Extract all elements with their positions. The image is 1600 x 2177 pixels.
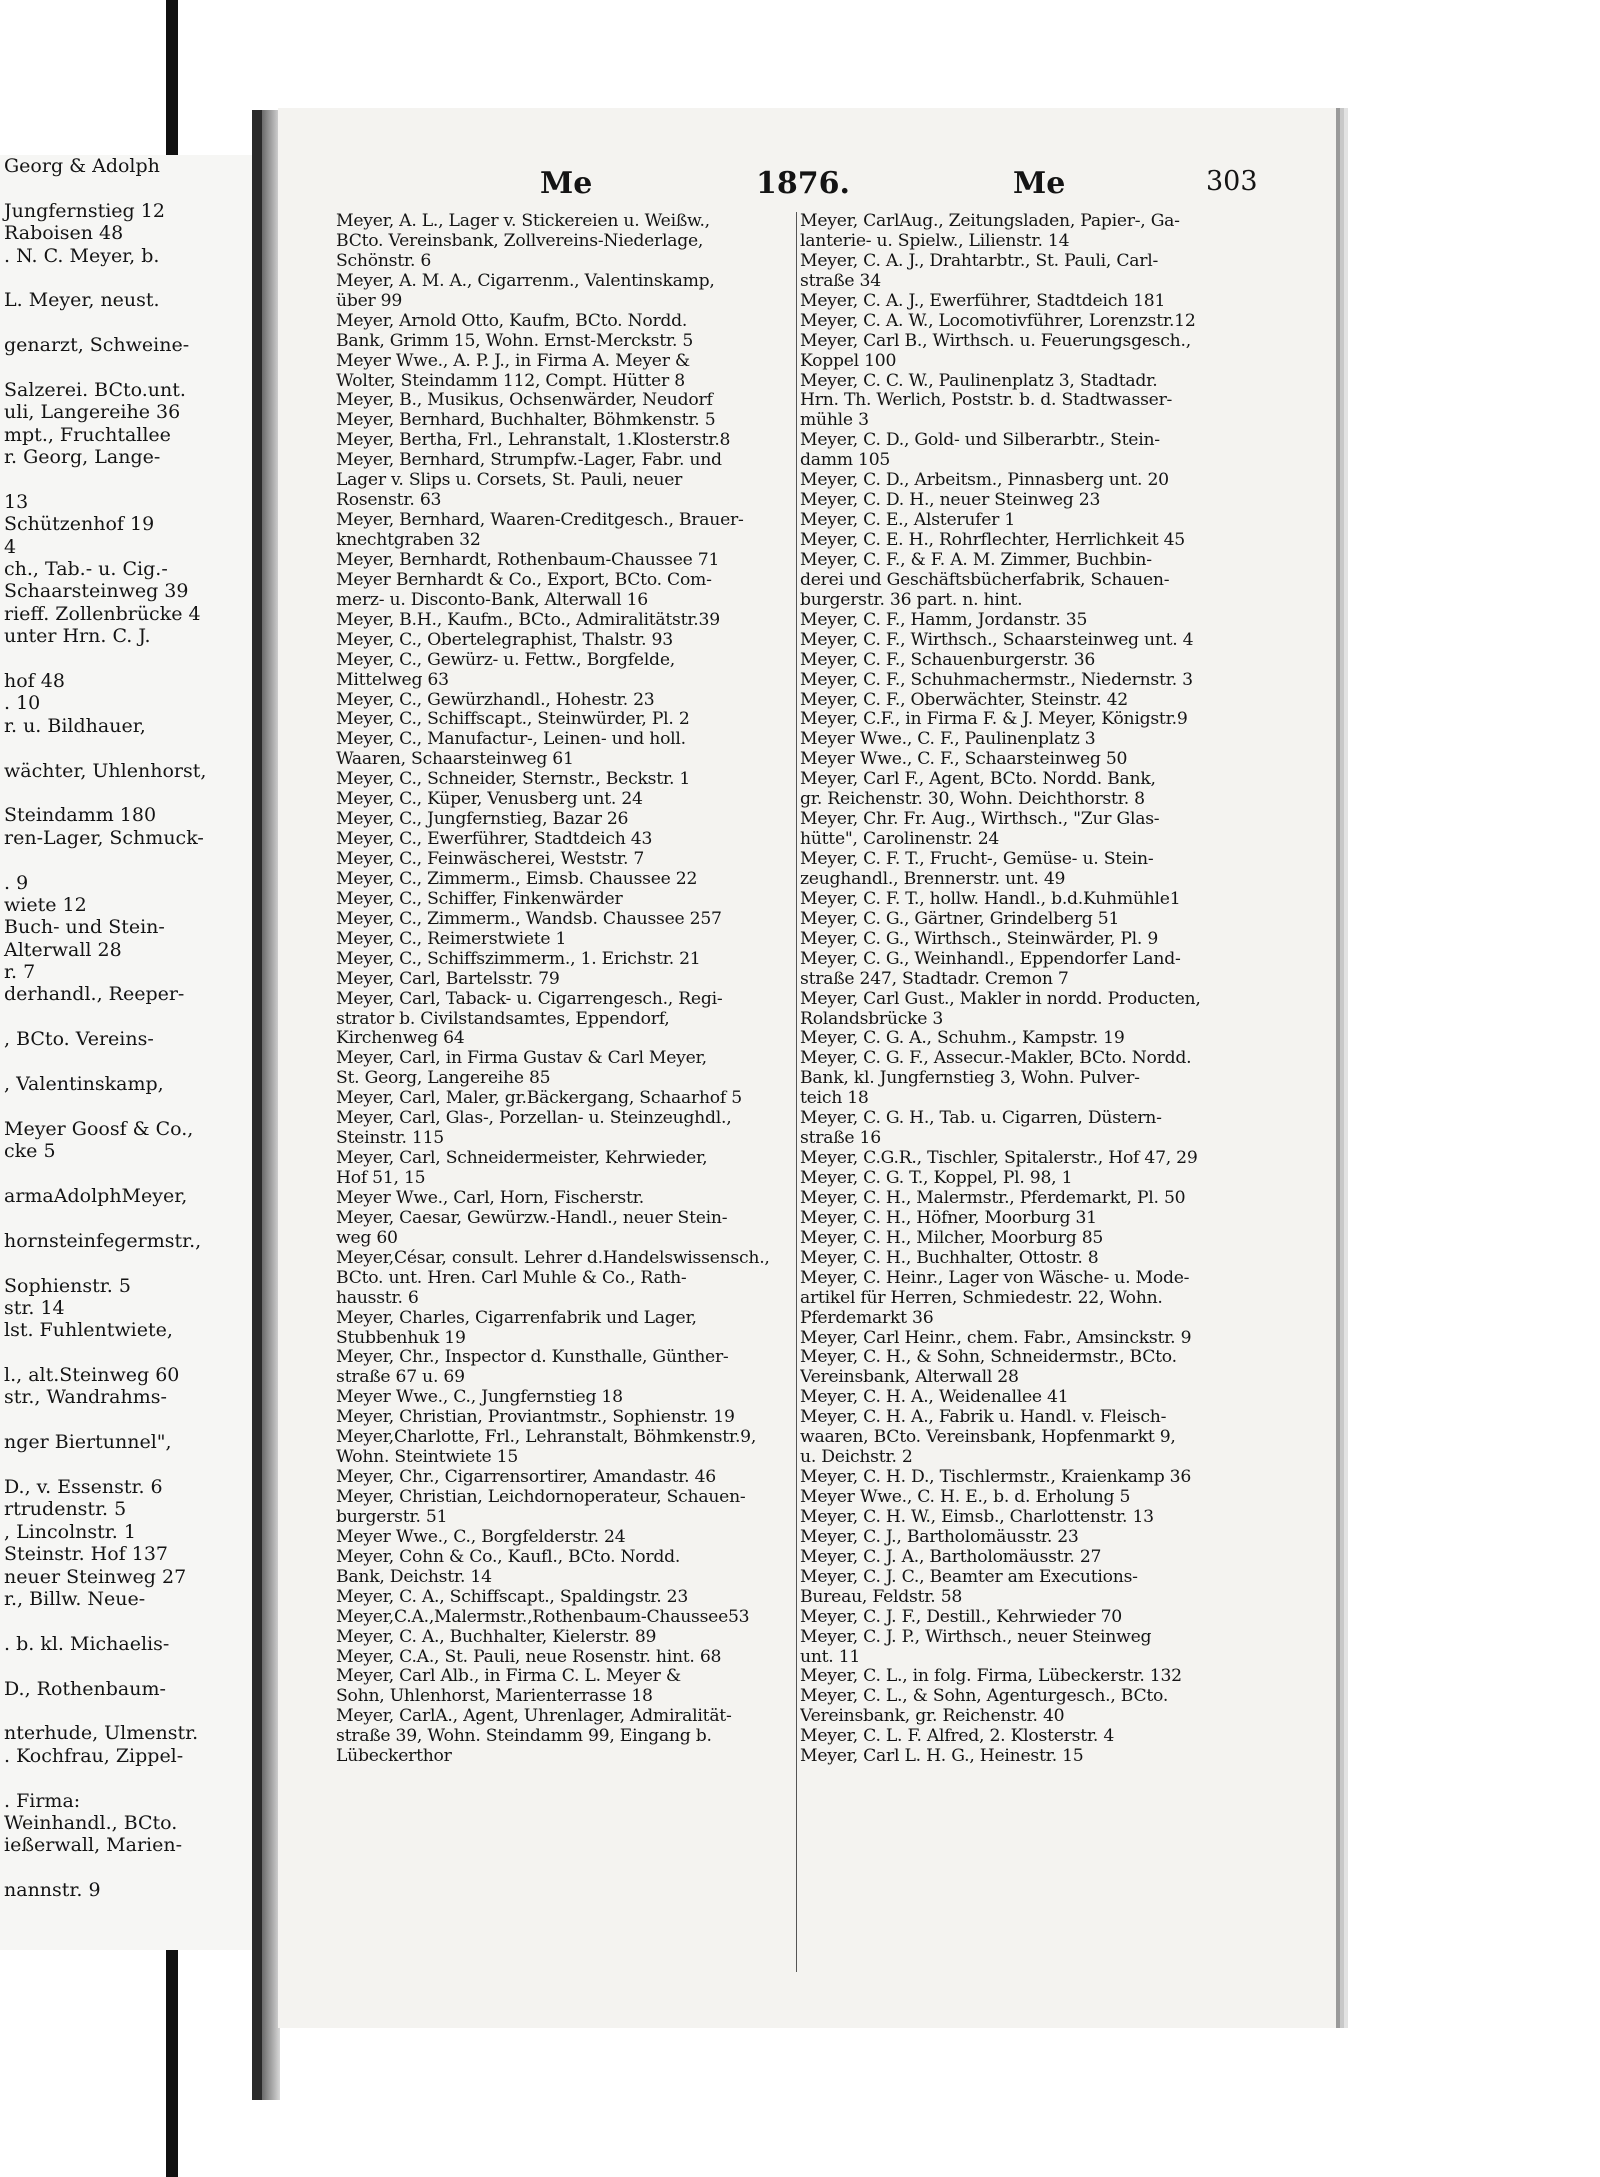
directory-entry-line: Meyer, C. J. A., Bartholomäusstr. 27 bbox=[800, 1547, 1102, 1567]
directory-entry-line: Meyer, C., Schiffer, Finkenwärder bbox=[336, 889, 623, 909]
directory-entry-line: Meyer, Carl L. H. G., Heinestr. 15 bbox=[800, 1747, 1084, 1767]
directory-entry-line: Meyer, C., Obertelegraphist, Thalstr. 93 bbox=[336, 630, 673, 650]
fragment-line: hornsteinfegermstr., bbox=[4, 1229, 202, 1252]
directory-entry-line: straße 67 u. 69 bbox=[336, 1368, 465, 1388]
directory-entry-line: Meyer, B.H., Kaufm., BCto., Admiralitätstr.39 bbox=[336, 610, 720, 630]
directory-entry-line: Bank, Grimm 15, Wohn. Ernst-Merckstr. 5 bbox=[336, 331, 694, 351]
fragment-line bbox=[0, 1207, 255, 1229]
fragment-line: Sophienstr. 5 bbox=[4, 1274, 131, 1297]
directory-entry-line: zeughandl., Brennerstr. unt. 49 bbox=[800, 869, 1066, 889]
directory-entry-line: Pferdemarkt 36 bbox=[800, 1308, 934, 1328]
fragment-line bbox=[0, 1051, 255, 1073]
directory-entry-line: Meyer, Christian, Leichdornoperateur, Schauen- bbox=[336, 1488, 746, 1507]
directory-entry-line: waaren, BCto. Vereinsbank, Hopfenmarkt 9, bbox=[800, 1428, 1176, 1448]
directory-entry-line: Meyer, Chr., Cigarrensortirer, Amandastr. 46 bbox=[336, 1468, 716, 1488]
fragment-line bbox=[0, 849, 255, 871]
directory-entry-line: Meyer, C. H. A., Fabrik u. Handl. v. Fleisch- bbox=[800, 1408, 1167, 1428]
fragment-line: Salzerei. BCto.unt. bbox=[4, 378, 186, 401]
fragment-line: r. 7 bbox=[4, 961, 36, 984]
fragment-line: cke 5 bbox=[4, 1140, 56, 1163]
directory-entry-line: Meyer, Carl F., Agent, BCto. Nordd. Bank, bbox=[800, 770, 1156, 790]
directory-entry-line: Meyer, Bertha, Frl., Lehranstalt, 1.Klosterstr.8 bbox=[336, 431, 731, 451]
directory-entry-line: Meyer Wwe., C., Jungfernstieg 18 bbox=[336, 1388, 623, 1408]
directory-entry-line: Meyer, C. G., Weinhandl., Eppendorfer Land- bbox=[800, 949, 1181, 969]
directory-entry-line: Meyer, C. J. F., Destill., Kehrwieder 70 bbox=[800, 1607, 1122, 1627]
directory-entry-line: straße 16 bbox=[800, 1129, 881, 1149]
directory-entry-line: Meyer, Bernhard, Buchhalter, Böhmkenstr. 5 bbox=[336, 411, 716, 431]
directory-entry-line: Meyer, C., Ewerführer, Stadtdeich 43 bbox=[336, 830, 653, 850]
directory-entry-line: Meyer, C. D., Gold- und Silberarbtr., Stein- bbox=[800, 431, 1160, 451]
fragment-line bbox=[0, 1857, 255, 1879]
directory-entry-line: Meyer, C. G., Gärtner, Grindelberg 51 bbox=[800, 909, 1120, 929]
directory-entry-line: Meyer, C. H. A., Weidenallee 41 bbox=[800, 1388, 1069, 1408]
directory-entry-line: Meyer, C. H., Malermstr., Pferdemarkt, Pl. 50 bbox=[800, 1188, 1186, 1208]
directory-entry-line: Meyer, C. F., Hamm, Jordanstr. 35 bbox=[800, 610, 1088, 630]
directory-entry-line: Meyer, Caesar, Gewürzw.-Handl., neuer Stein- bbox=[336, 1208, 728, 1228]
fragment-line bbox=[0, 1610, 255, 1632]
directory-entry-line: derei und Geschäftsbücherfabrik, Schauen- bbox=[800, 570, 1170, 590]
directory-entry-line: Meyer, Chr., Inspector d. Kunsthalle, Günther- bbox=[336, 1348, 729, 1368]
directory-entry-line: Schönstr. 6 bbox=[336, 251, 432, 271]
fragment-line: , Lincolnstr. 1 bbox=[4, 1520, 136, 1543]
directory-entry-line: Meyer, Carl Gust., Makler in nordd. Producten, bbox=[800, 989, 1201, 1009]
fragment-line: nannstr. 9 bbox=[4, 1879, 101, 1902]
directory-entry-line: über 99 bbox=[336, 291, 403, 311]
fragment-line bbox=[0, 468, 255, 490]
page-number: 303 bbox=[1206, 166, 1258, 197]
directory-entry-line: Meyer, C. F., Schauenburgerstr. 36 bbox=[800, 650, 1096, 670]
fragment-line: D., Rothenbaum- bbox=[4, 1677, 166, 1700]
directory-entry-line: Meyer, C. L., in folg. Firma, Lübeckerstr. 132 bbox=[800, 1667, 1182, 1687]
fragment-line: uli, Langereihe 36 bbox=[4, 401, 181, 424]
directory-entry-line: hütte", Carolinenstr. 24 bbox=[800, 830, 1000, 850]
directory-entry-line: Meyer, Bernhardt, Rothenbaum-Chaussee 71 bbox=[336, 550, 720, 570]
fragment-line bbox=[0, 1252, 255, 1274]
fragment-line bbox=[0, 1700, 255, 1722]
fragment-line bbox=[0, 1767, 255, 1789]
directory-entry-line: unt. 11 bbox=[800, 1647, 861, 1667]
fragment-line: ren-Lager, Schmuck- bbox=[4, 826, 204, 849]
directory-entry-line: Meyer, Carl, Maler, gr.Bäckergang, Schaarhof 5 bbox=[336, 1089, 742, 1109]
directory-entry-line: Meyer, C. F., Schuhmachermstr., Niedernstr. 3 bbox=[800, 670, 1193, 690]
fragment-line: str. 14 bbox=[4, 1296, 65, 1319]
fragment-line: Alterwall 28 bbox=[4, 938, 122, 961]
fragment-line bbox=[0, 1409, 255, 1431]
directory-entry-line: Rosenstr. 63 bbox=[336, 491, 442, 511]
directory-entry-line: Meyer, Bernhard, Strumpfw.-Lager, Fabr. und bbox=[336, 451, 722, 471]
directory-entry-line: Meyer, C. J., Bartholomäusstr. 23 bbox=[800, 1527, 1079, 1547]
directory-entry-line: Meyer, C.A., St. Pauli, neue Rosenstr. hint. 68 bbox=[336, 1647, 722, 1667]
fragment-line: ießerwall, Marien- bbox=[4, 1834, 183, 1857]
header-left-abbrev: Me bbox=[540, 166, 593, 201]
directory-entry-line: Meyer Wwe., C. H. E., b. d. Erholung 5 bbox=[800, 1488, 1131, 1507]
directory-entry-line: Meyer Wwe., C., Borgfelderstr. 24 bbox=[336, 1527, 626, 1547]
directory-entry-line: Meyer, Carl B., Wirthsch. u. Feuerungsgesch., bbox=[800, 331, 1191, 351]
fragment-line bbox=[0, 648, 255, 670]
directory-entry-line: Meyer, C. H. D., Tischlermstr., Kraienkamp 36 bbox=[800, 1468, 1192, 1488]
fragment-line bbox=[0, 737, 255, 759]
directory-entry-line: weg 60 bbox=[336, 1228, 398, 1248]
directory-entry-line: Meyer, Carl Heinr., chem. Fabr., Amsinckstr. 9 bbox=[800, 1328, 1192, 1348]
fragment-line: . N. C. Meyer, b. bbox=[4, 244, 160, 267]
directory-entry-line: Meyer, C., Zimmerm., Eimsb. Chaussee 22 bbox=[336, 869, 698, 889]
directory-entry-line: Meyer, C., Jungfernstieg, Bazar 26 bbox=[336, 810, 629, 830]
fragment-line: wächter, Uhlenhorst, bbox=[4, 759, 207, 782]
fragment-line: r. Georg, Lange- bbox=[4, 446, 161, 469]
fragment-line: Schaarsteinweg 39 bbox=[4, 580, 189, 603]
fragment-line: hof 48 bbox=[4, 669, 65, 692]
directory-entry-line: Meyer, Carl, Schneidermeister, Kehrwieder, bbox=[336, 1149, 708, 1169]
directory-entry-line: Meyer, C., Manufactur-, Leinen- und holl. bbox=[336, 730, 686, 750]
directory-entry-line: Meyer, C. A. W., Locomotivführer, Lorenzstr.12 bbox=[800, 311, 1196, 331]
fragment-line: rtrudenstr. 5 bbox=[4, 1498, 127, 1521]
directory-entry-line: Meyer, Carl Alb., in Firma C. L. Meyer & bbox=[336, 1667, 681, 1687]
fragment-line: . 10 bbox=[4, 692, 41, 715]
directory-entry-line: Meyer, B., Musikus, Ochsenwärder, Neudorf bbox=[336, 391, 713, 411]
directory-entry-line: Meyer, C. D. H., neuer Steinweg 23 bbox=[800, 491, 1101, 511]
directory-entry-line: Meyer, C. H., Buchhalter, Ottostr. 8 bbox=[800, 1248, 1099, 1268]
directory-entry-line: hausstr. 6 bbox=[336, 1288, 419, 1308]
directory-entry-line: Meyer Wwe., Carl, Horn, Fischerstr. bbox=[336, 1188, 644, 1208]
directory-entry-line: Meyer, C., Schneider, Sternstr., Beckstr. 1 bbox=[336, 770, 691, 790]
directory-entry-line: BCto. unt. Hren. Carl Muhle & Co., Rath- bbox=[336, 1268, 687, 1288]
directory-entry-line: Meyer, C., Gewürz- u. Fettw., Borgfelde, bbox=[336, 650, 675, 670]
directory-entry-line: straße 34 bbox=[800, 271, 881, 291]
header-right-abbrev: Me bbox=[1013, 166, 1066, 201]
directory-entry-line: BCto. Vereinsbank, Zollvereins-Niederlage, bbox=[336, 231, 704, 251]
directory-entry-line: Meyer,César, consult. Lehrer d.Handelswissensch., bbox=[336, 1248, 770, 1268]
directory-entry-line: Lübeckerthor bbox=[336, 1747, 452, 1767]
fragment-line: Steinstr. Hof 137 bbox=[4, 1543, 169, 1566]
fragment-line bbox=[0, 177, 255, 199]
fragment-line bbox=[0, 1095, 255, 1117]
fragment-line: . Kochfrau, Zippel- bbox=[4, 1744, 184, 1767]
directory-entry-line: Bank, Deichstr. 14 bbox=[336, 1567, 492, 1587]
directory-entry-line: Meyer, CarlA., Agent, Uhrenlager, Admiralität- bbox=[336, 1707, 732, 1727]
directory-entry-line: Meyer, C., Schiffscapt., Steinwürder, Pl. 2 bbox=[336, 710, 690, 730]
directory-entry-line: Meyer, C. A. J., Ewerführer, Stadtdeich 181 bbox=[800, 291, 1166, 311]
directory-entry-line: Meyer, C. A., Buchhalter, Kielerstr. 89 bbox=[336, 1627, 657, 1647]
directory-entry-line: Meyer, C. F., & F. A. M. Zimmer, Buchbin- bbox=[800, 550, 1152, 570]
fragment-line bbox=[0, 1342, 255, 1364]
directory-entry-line: Meyer, C. G. H., Tab. u. Cigarren, Düstern- bbox=[800, 1109, 1162, 1129]
fragment-line: Raboisen 48 bbox=[4, 222, 124, 245]
directory-entry-line: Wohn. Steintwiete 15 bbox=[336, 1448, 519, 1468]
directory-entry-line: Meyer, C. E., Alsterufer 1 bbox=[800, 511, 1016, 531]
directory-entry-line: Meyer, Chr. Fr. Aug., Wirthsch., "Zur Glas- bbox=[800, 810, 1160, 830]
fragment-line: unter Hrn. C. J. bbox=[4, 625, 151, 648]
directory-entry-line: Meyer, Christian, Proviantmstr., Sophienstr. 19 bbox=[336, 1408, 735, 1428]
directory-entry-line: Meyer Wwe., C. F., Schaarsteinweg 50 bbox=[800, 750, 1128, 770]
directory-entry-line: Meyer, C. F., Oberwächter, Steinstr. 42 bbox=[800, 690, 1128, 710]
directory-entry-line: Meyer, C. F. T., hollw. Handl., b.d.Kuhmühle1 bbox=[800, 889, 1181, 909]
fragment-line: Jungfernstieg 12 bbox=[4, 199, 165, 222]
directory-entry-line: Meyer, C. G., Wirthsch., Steinwärder, Pl. 9 bbox=[800, 929, 1159, 949]
fragment-line bbox=[0, 267, 255, 289]
directory-entry-line: Meyer, C., Schiffszimmerm., 1. Erichstr. 21 bbox=[336, 949, 701, 969]
fragment-line: r., Billw. Neue- bbox=[4, 1588, 146, 1610]
directory-entry-line: Meyer, C. Heinr., Lager von Wäsche- u. Mode- bbox=[800, 1268, 1190, 1288]
fragment-line: mpt., Fruchtallee bbox=[4, 423, 171, 446]
directory-entry-line: Bureau, Feldstr. 58 bbox=[800, 1587, 963, 1607]
fragment-line: . b. kl. Michaelis- bbox=[4, 1632, 170, 1655]
directory-entry-line: straße 39, Wohn. Steindamm 99, Eingang b. bbox=[336, 1727, 712, 1747]
fragment-line bbox=[0, 1163, 255, 1185]
fragment-line: Meyer Goosf & Co., bbox=[4, 1117, 194, 1140]
directory-entry-line: Meyer, C. L. F. Alfred, 2. Klosterstr. 4 bbox=[800, 1727, 1115, 1747]
directory-entry-line: Vereinsbank, gr. Reichenstr. 40 bbox=[800, 1707, 1065, 1727]
directory-entry-line: Waaren, Schaarsteinweg 61 bbox=[336, 750, 574, 770]
directory-entry-line: straße 247, Stadtadr. Cremon 7 bbox=[800, 969, 1069, 989]
fragment-line: L. Meyer, neust. bbox=[4, 289, 160, 312]
fragment-line: wiete 12 bbox=[4, 893, 87, 916]
directory-entry-line: Meyer Wwe., A. P. J., in Firma A. Meyer & bbox=[336, 351, 690, 371]
fragment-line: Georg & Adolph bbox=[4, 155, 160, 177]
directory-entry-line: Meyer, C. J. C., Beamter am Executions- bbox=[800, 1567, 1138, 1587]
directory-entry-line: Meyer, C. J. P., Wirthsch., neuer Steinweg bbox=[800, 1627, 1152, 1647]
directory-entry-line: Meyer, C. E. H., Rohrflechter, Herrlichkeit 45 bbox=[800, 531, 1185, 550]
fragment-line: 13 bbox=[4, 490, 29, 513]
fragment-line bbox=[0, 312, 255, 334]
directory-entry-line: Meyer, CarlAug., Zeitungsladen, Papier-, Ga- bbox=[800, 212, 1180, 231]
fragment-line: derhandl., Reeper- bbox=[4, 983, 185, 1006]
fragment-line: ch., Tab.- u. Cig.- bbox=[4, 558, 168, 581]
directory-entry-line: Meyer, A. L., Lager v. Stickereien u. Weißw., bbox=[336, 212, 710, 231]
fragment-line: rieff. Zollenbrücke 4 bbox=[4, 602, 201, 625]
directory-entry-line: damm 105 bbox=[800, 451, 891, 471]
directory-entry-line: Meyer, C., Zimmerm., Wandsb. Chaussee 257 bbox=[336, 909, 722, 929]
fragment-line: l., alt.Steinweg 60 bbox=[4, 1364, 180, 1387]
directory-entry-line: Meyer, C.G.R., Tischler, Spitalerstr., Hof 47, 29 bbox=[800, 1149, 1198, 1169]
directory-entry-line: Hof 51, 15 bbox=[336, 1169, 426, 1188]
fragment-line: str., Wandrahms- bbox=[4, 1386, 167, 1409]
directory-entry-line: merz- u. Disconto-Bank, Alterwall 16 bbox=[336, 590, 648, 610]
directory-page bbox=[278, 108, 1336, 2028]
directory-entry-line: Meyer, Arnold Otto, Kaufm, BCto. Nordd. bbox=[336, 311, 688, 331]
directory-entry-line: Meyer, C., Reimerstwiete 1 bbox=[336, 929, 567, 949]
fragment-line: D., v. Essenstr. 6 bbox=[4, 1476, 163, 1499]
directory-entry-line: Rolandsbrücke 3 bbox=[800, 1009, 944, 1029]
fragment-line: . Firma: bbox=[4, 1789, 81, 1812]
entries-left-column bbox=[336, 212, 796, 1972]
directory-entry-line: Mittelweg 63 bbox=[336, 670, 449, 690]
page-header bbox=[278, 166, 1278, 206]
directory-entry-line: Meyer, C. D., Arbeitsm., Pinnasberg unt. 20 bbox=[800, 471, 1169, 491]
fragment-line: r. u. Bildhauer, bbox=[4, 714, 146, 737]
directory-entry-line: Meyer, C. H., & Sohn, Schneidermstr., BCto. bbox=[800, 1348, 1177, 1368]
directory-entry-line: Meyer, Carl, in Firma Gustav & Carl Meyer, bbox=[336, 1049, 707, 1069]
directory-entry-line: Koppel 100 bbox=[800, 351, 897, 371]
directory-entry-line: Meyer,Charlotte, Frl., Lehranstalt, Böhmkenstr.9, bbox=[336, 1428, 757, 1448]
fragment-line: Buch- und Stein- bbox=[4, 916, 165, 939]
directory-entry-line: Meyer, Carl, Bartelsstr. 79 bbox=[336, 969, 560, 989]
directory-entry-line: strator b. Civilstandsamtes, Eppendorf, bbox=[336, 1009, 670, 1029]
directory-entry-line: gr. Reichenstr. 30, Wohn. Deichthorstr. 8 bbox=[800, 790, 1145, 810]
directory-entry-line: Bank, kl. Jungfernstieg 3, Wohn. Pulver- bbox=[800, 1069, 1140, 1089]
column-divider bbox=[796, 212, 797, 1972]
directory-entry-line: Meyer, C.F., in Firma F. & J. Meyer, Königstr.9 bbox=[800, 710, 1188, 730]
directory-entry-line: teich 18 bbox=[800, 1089, 869, 1109]
directory-entry-line: Meyer,C.A.,Malermstr.,Rothenbaum-Chaussee53 bbox=[336, 1607, 750, 1627]
fragment-line bbox=[0, 1454, 255, 1476]
fragment-line bbox=[0, 1655, 255, 1677]
directory-entry-line: Meyer, Carl, Glas-, Porzellan- u. Steinzeughdl., bbox=[336, 1109, 732, 1129]
directory-entry-line: mühle 3 bbox=[800, 411, 869, 431]
left-page-fragment bbox=[0, 155, 255, 1950]
directory-entry-line: Meyer, C. G. F., Assecur.-Makler, BCto. Nordd. bbox=[800, 1049, 1192, 1069]
directory-entry-line: Meyer, C. H., Höfner, Moorburg 31 bbox=[800, 1208, 1097, 1228]
directory-entry-line: Meyer, C. A. J., Drahtarbtr., St. Pauli, Carl- bbox=[800, 251, 1159, 271]
directory-entry-line: Lager v. Slips u. Corsets, St. Pauli, neuer bbox=[336, 471, 683, 491]
directory-entry-line: u. Deichstr. 2 bbox=[800, 1448, 913, 1468]
fragment-line bbox=[0, 357, 255, 379]
directory-entry-line: Steinstr. 115 bbox=[336, 1129, 444, 1149]
directory-entry-line: Meyer, C., Gewürzhandl., Hohestr. 23 bbox=[336, 690, 655, 710]
fragment-line: nterhude, Ulmenstr. bbox=[4, 1722, 199, 1745]
directory-entry-line: Meyer, C., Küper, Venusberg unt. 24 bbox=[336, 790, 643, 810]
fragment-line: Steindamm 180 bbox=[4, 804, 157, 827]
header-year: 1876. bbox=[756, 166, 850, 201]
directory-entry-line: Meyer Wwe., C. F., Paulinenplatz 3 bbox=[800, 730, 1096, 750]
fragment-line: 4 bbox=[4, 535, 17, 558]
fragment-line: . 9 bbox=[4, 871, 29, 894]
directory-entry-line: Sohn, Uhlenhorst, Marienterrasse 18 bbox=[336, 1687, 653, 1707]
fragment-line: lst. Fuhlentwiete, bbox=[4, 1319, 173, 1342]
directory-entry-line: Vereinsbank, Alterwall 28 bbox=[800, 1368, 1019, 1388]
directory-entry-line: Meyer, C. F., Wirthsch., Schaarsteinweg unt. 4 bbox=[800, 630, 1194, 650]
directory-entry-line: knechtgraben 32 bbox=[336, 531, 481, 550]
directory-entry-line: Wolter, Steindamm 112, Compt. Hütter 8 bbox=[336, 371, 685, 391]
entries-right-column bbox=[800, 212, 1270, 1972]
directory-entry-line: Stubbenhuk 19 bbox=[336, 1328, 466, 1348]
fragment-line: nger Biertunnel", bbox=[4, 1431, 172, 1454]
directory-entry-line: Meyer, C. H. W., Eimsb., Charlottenstr. 13 bbox=[800, 1507, 1154, 1527]
directory-entry-line: Hrn. Th. Werlich, Poststr. b. d. Stadtwasser- bbox=[800, 391, 1173, 411]
fragment-line: , BCto. Vereins- bbox=[4, 1028, 154, 1051]
directory-entry-line: Meyer, Charles, Cigarrenfabrik und Lager, bbox=[336, 1308, 697, 1328]
directory-entry-line: lanterie- u. Spielw., Lilienstr. 14 bbox=[800, 231, 1070, 251]
directory-entry-line: Meyer, Cohn & Co., Kaufl., BCto. Nordd. bbox=[336, 1547, 681, 1567]
directory-entry-line: Meyer, C. G. T., Koppel, Pl. 98, 1 bbox=[800, 1169, 1073, 1188]
fragment-line: Weinhandl., BCto. bbox=[4, 1811, 178, 1834]
directory-entry-line: Meyer Bernhardt & Co., Export, BCto. Com- bbox=[336, 570, 712, 590]
directory-entry-line: Kirchenweg 64 bbox=[336, 1029, 465, 1049]
fragment-line: Schützenhof 19 bbox=[4, 513, 155, 536]
fragment-line: armaAdolphMeyer, bbox=[4, 1184, 188, 1207]
page-gutter bbox=[252, 110, 262, 2100]
directory-entry-line: Meyer, C. C. W., Paulinenplatz 3, Stadtadr. bbox=[800, 371, 1158, 391]
fragment-line bbox=[0, 1006, 255, 1028]
directory-entry-line: Meyer, C. F. T., Frucht-, Gemüse- u. Stein- bbox=[800, 850, 1154, 869]
directory-entry-line: Meyer, C. G. A., Schuhm., Kampstr. 19 bbox=[800, 1029, 1125, 1049]
fragment-line: , Valentinskamp, bbox=[4, 1073, 164, 1096]
directory-entry-line: St. Georg, Langereihe 85 bbox=[336, 1069, 551, 1089]
directory-entry-line: burgerstr. 51 bbox=[336, 1507, 448, 1527]
directory-entry-line: burgerstr. 36 part. n. hint. bbox=[800, 590, 1023, 610]
directory-entry-line: Meyer, C. A., Schiffscapt., Spaldingstr. 23 bbox=[336, 1587, 689, 1607]
directory-entry-line: Meyer, C. H., Milcher, Moorburg 85 bbox=[800, 1228, 1104, 1248]
directory-entry-line: Meyer, C. L., & Sohn, Agenturgesch., BCto. bbox=[800, 1687, 1169, 1707]
fragment-line: neuer Steinweg 27 bbox=[4, 1565, 187, 1588]
fragment-line bbox=[0, 782, 255, 804]
directory-entry-line: Meyer, A. M. A., Cigarrenm., Valentinskamp, bbox=[336, 271, 715, 291]
directory-entry-line: Meyer, Bernhard, Waaren-Creditgesch., Brauer- bbox=[336, 511, 744, 531]
directory-entry-line: Meyer, C., Feinwäscherei, Weststr. 7 bbox=[336, 850, 645, 869]
directory-entry-line: Meyer, Carl, Taback- u. Cigarrengesch., Regi- bbox=[336, 989, 723, 1009]
directory-entry-line: artikel für Herren, Schmiedestr. 22, Wohn. bbox=[800, 1288, 1163, 1308]
fragment-line: genarzt, Schweine- bbox=[4, 334, 190, 357]
